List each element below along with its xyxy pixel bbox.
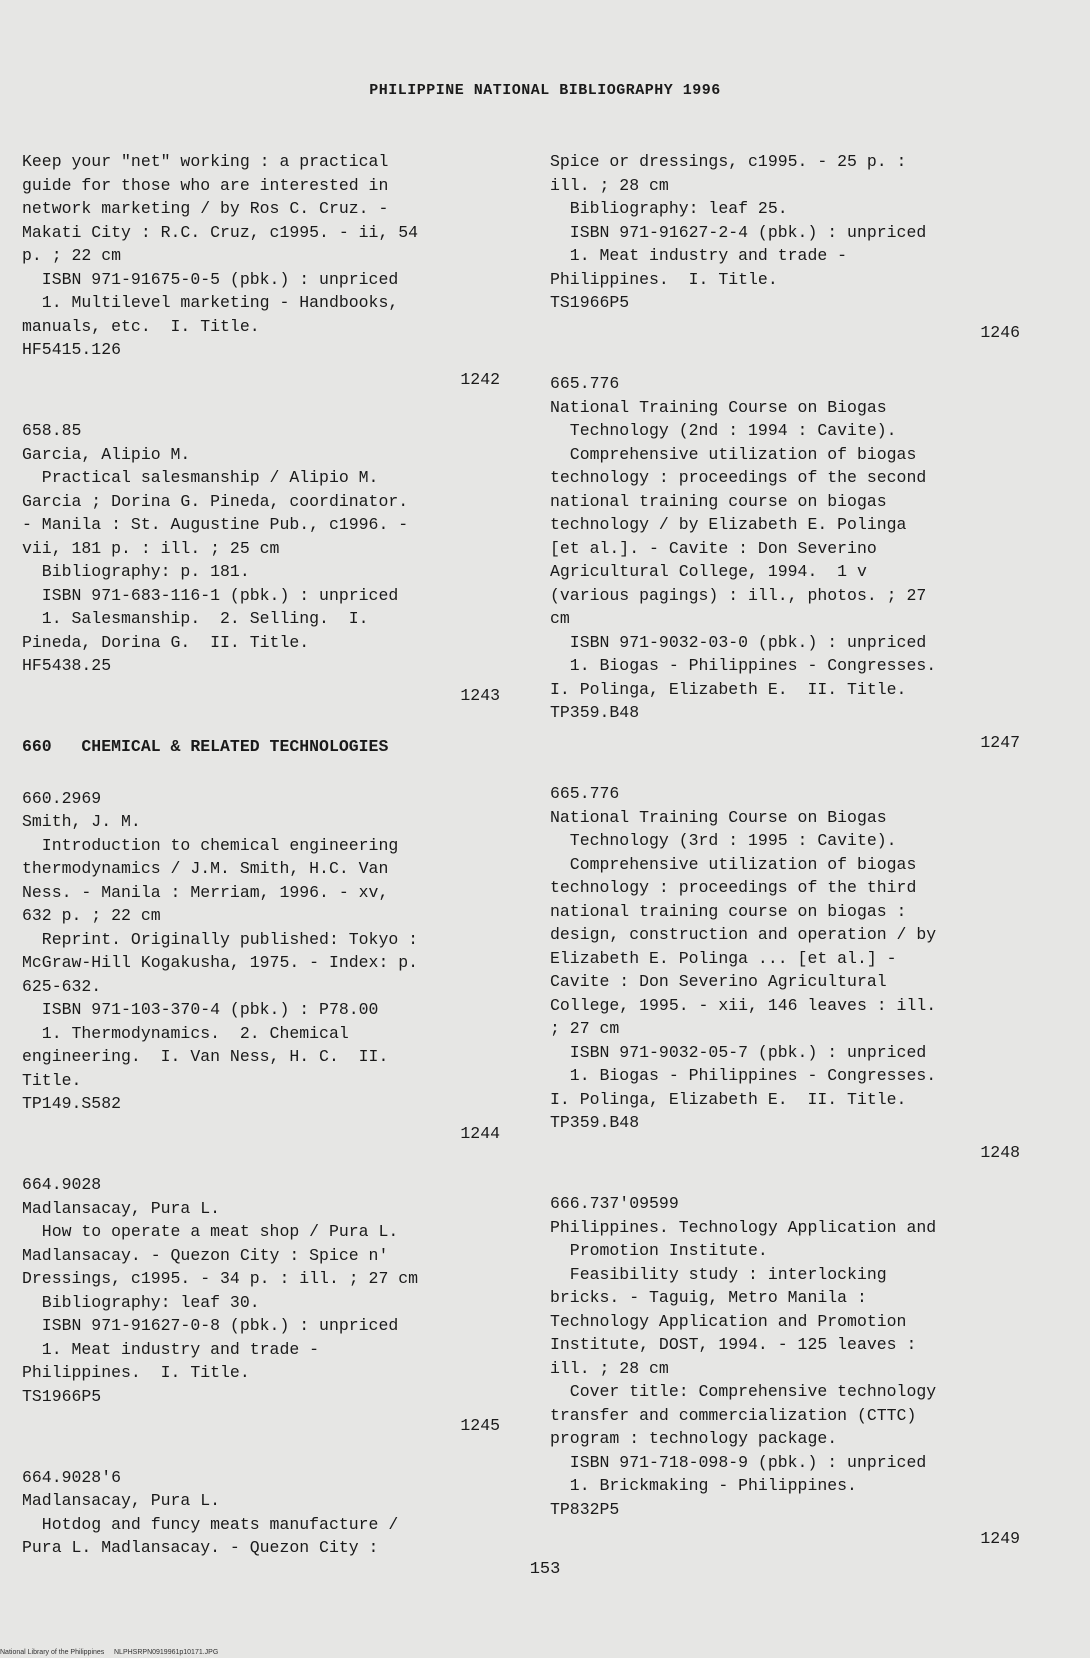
entry-number: 1242 (460, 369, 500, 389)
bibliography-entry (22, 1173, 500, 1438)
entry-line: Dressings, c1995. - 34 p. : ill. ; 27 cm (22, 1269, 419, 1288)
entry-line: Pineda, Dorina G. II. Title. (22, 632, 310, 652)
entry-line: guide for those who are interested in (22, 175, 389, 195)
entry-line: 632 p. ; 22 cm (22, 906, 161, 925)
entry-line: 1. Meat industry and trade - (22, 1339, 320, 1359)
entry-line: thermodynamics / J.M. Smith, H.C. Van (22, 859, 389, 878)
entry-line: Title. (22, 1070, 82, 1090)
entry-line: engineering. I. Van Ness, H. C. II. (22, 1047, 389, 1066)
bibliography-entry (22, 419, 500, 707)
entry-line: transfer and commercialization (CTTC) (550, 1405, 917, 1425)
entry-line: TP359.B48 (550, 1113, 640, 1132)
entry-line: Practical salesmanship / Alipio M. (22, 468, 379, 487)
entry-line: Smith, J. M. (22, 812, 141, 831)
entry-line: ISBN 971-683-116-1 (pbk.) : unpriced (22, 585, 399, 605)
entry-line: 664.9028 (22, 1175, 102, 1194)
entry-line: College, 1995. - xii, 146 leaves : ill. (550, 995, 937, 1015)
entry-line: ISBN 971-91675-0-5 (pbk.) : unpriced (22, 269, 399, 289)
entry-line: Madlansacay, Pura L. (22, 1198, 221, 1218)
entry-line: design, construction and operation / by (550, 925, 937, 944)
entry-line: TP149.S582 (22, 1094, 122, 1113)
entry-line: Comprehensive utilization of biogas (550, 854, 917, 874)
entry-line: - Manila : St. Augustine Pub., c1996. - (22, 515, 409, 534)
entry-line: ISBN 971-91627-2-4 (pbk.) : unpriced (550, 222, 927, 242)
entry-line: TS1966P5 (22, 1386, 102, 1406)
bibliography-entry (22, 1466, 500, 1560)
entry-line: bricks. - Taguig, Metro Manila : (550, 1288, 867, 1307)
entry-line: manuals, etc. I. Title. (22, 316, 260, 336)
entry-number: 1244 (460, 1123, 500, 1143)
entry-line: Comprehensive utilization of biogas (550, 444, 917, 464)
entry-line: Ness. - Manila : Merriam, 1996. - xv, (22, 882, 389, 902)
entry-line: 1. Multilevel marketing - Handbooks, (22, 293, 399, 312)
bibliography-entry (22, 150, 500, 391)
entry-line: National Training Course on Biogas (550, 397, 887, 417)
entry-line: I. Polinga, Elizabeth E. II. Title. (550, 1089, 907, 1109)
entry-line: Garcia, Alipio M. (22, 444, 191, 464)
entry-line: ill. ; 28 cm (550, 1358, 669, 1378)
entry-line: National Training Course on Biogas (550, 807, 887, 827)
entry-line: Cavite : Don Severino Agricultural (550, 972, 887, 991)
entry-line: Bibliography: p. 181. (22, 562, 250, 581)
bibliography-entry (550, 1192, 1020, 1551)
entry-line: network marketing / by Ros C. Cruz. - (22, 199, 389, 218)
entry-line: 1. Biogas - Philippines - Congresses. (550, 656, 937, 675)
bibliography-entry (550, 782, 1020, 1164)
entry-number: 1248 (980, 1142, 1020, 1162)
entry-line: Garcia ; Dorina G. Pineda, coordinator. (22, 491, 409, 511)
entry-line: TP832P5 (550, 1499, 620, 1519)
entry-line: p. ; 22 cm (22, 246, 122, 265)
entry-line: ISBN 971-718-098-9 (pbk.) : unpriced (550, 1452, 927, 1472)
entry-number: 1246 (980, 322, 1020, 342)
entry-line: Philippines. I. Title. (22, 1363, 250, 1382)
section-heading: 660 CHEMICAL & RELATED TECHNOLOGIES (22, 737, 389, 756)
entry-number: 1245 (460, 1416, 500, 1435)
entry-line: HF5438.25 (22, 656, 112, 675)
page-title: PHILIPPINE NATIONAL BIBLIOGRAPHY 1996 (369, 82, 721, 99)
entry-line: Promotion Institute. (550, 1241, 768, 1260)
entry-line: cm (550, 609, 570, 628)
entry-line: McGraw-Hill Kogakusha, 1975. - Index: p. (22, 953, 419, 972)
entry-line: How to operate a meat shop / Pura L. (22, 1222, 399, 1241)
entry-number: 1247 (980, 732, 1020, 752)
entry-line: technology : proceedings of the second (550, 468, 927, 487)
entry-line: Keep your "net" working : a practical (22, 152, 389, 171)
entry-line: Bibliography: leaf 30. (22, 1292, 260, 1312)
bibliography-entry (550, 372, 1020, 754)
entry-line: Technology Application and Promotion (550, 1311, 907, 1331)
entry-line: national training course on biogas : (550, 901, 907, 921)
page-number: 153 (529, 1560, 561, 1579)
scan-footer: National Library of the Philippines NLPHSRPN0919961p10171.JPG (0, 1649, 219, 1656)
entry-line: Institute, DOST, 1994. - 125 leaves : (550, 1335, 917, 1354)
entry-line: 666.737'09599 (550, 1194, 679, 1213)
entry-line: ISBN 971-9032-03-0 (pbk.) : unpriced (550, 632, 927, 652)
entry-line: ISBN 971-103-370-4 (pbk.) : P78.00 (22, 1000, 379, 1019)
entry-line: national training course on biogas (550, 491, 887, 511)
entry-line: TS1966P5 (550, 293, 630, 312)
entry-number: 1249 (980, 1529, 1020, 1548)
entry-line: I. Polinga, Elizabeth E. II. Title. (550, 679, 907, 699)
entry-line: 1. Biogas - Philippines - Congresses. (550, 1066, 937, 1085)
entry-line: HF5415.126 (22, 340, 122, 359)
entry-line: Madlansacay, Pura L. (22, 1491, 221, 1510)
entry-line: vii, 181 p. : ill. ; 25 cm (22, 538, 280, 558)
entry-number: 1243 (460, 685, 500, 705)
entry-line: 1. Brickmaking - Philippines. (550, 1476, 857, 1495)
entry-line: Madlansacay. - Quezon City : Spice n' (22, 1245, 389, 1265)
entry-line: ill. ; 28 cm (550, 175, 669, 195)
entry-line: 1. Meat industry and trade - (550, 246, 848, 265)
entry-line: [et al.]. - Cavite : Don Severino (550, 538, 877, 558)
entry-line: 625-632. (22, 976, 102, 996)
entry-line: Elizabeth E. Polinga ... [et al.] - (550, 948, 897, 968)
entry-line: Technology (3rd : 1995 : Cavite). (550, 831, 897, 850)
entry-line: Makati City : R.C. Cruz, c1995. - ii, 54 (22, 222, 419, 242)
entry-line: technology / by Elizabeth E. Polinga (550, 515, 907, 534)
entry-line: Bibliography: leaf 25. (550, 199, 788, 218)
entry-line: 658.85 (22, 421, 82, 440)
entry-line: ISBN 971-9032-05-7 (pbk.) : unpriced (550, 1042, 927, 1062)
entry-line: Pura L. Madlansacay. - Quezon City : (22, 1538, 379, 1557)
right-column (550, 150, 1020, 1579)
entry-line: TP359.B48 (550, 703, 640, 722)
entry-line: Spice or dressings, c1995. - 25 p. : (550, 152, 907, 171)
entry-line: Cover title: Comprehensive technology (550, 1382, 937, 1401)
entry-line: Agricultural College, 1994. 1 v (550, 562, 867, 581)
entry-line: ISBN 971-91627-0-8 (pbk.) : unpriced (22, 1316, 399, 1335)
entry-line: technology : proceedings of the third (550, 878, 917, 897)
entry-line: Hotdog and funcy meats manufacture / (22, 1514, 399, 1534)
left-column (22, 150, 500, 1560)
entry-line: 665.776 (550, 374, 620, 393)
entry-line: Feasibility study : interlocking (550, 1264, 887, 1284)
entry-line: Introduction to chemical engineering (22, 835, 399, 855)
entry-line: Technology (2nd : 1994 : Cavite). (550, 421, 897, 440)
entry-line: Philippines. Technology Application and (550, 1217, 937, 1237)
entry-line: 1. Thermodynamics. 2. Chemical (22, 1023, 349, 1043)
entry-line: program : technology package. (550, 1429, 838, 1448)
entry-line: 660.2969 (22, 788, 102, 808)
entry-line: (various pagings) : ill., photos. ; 27 (550, 585, 927, 605)
entry-line: Philippines. I. Title. (550, 269, 778, 289)
entry-line: 665.776 (550, 784, 620, 803)
entry-line: Reprint. Originally published: Tokyo : (22, 929, 419, 949)
entry-line: 664.9028'6 (22, 1467, 122, 1487)
entry-line: 1. Salesmanship. 2. Selling. I. (22, 609, 369, 628)
bibliography-entry (550, 150, 1020, 344)
bibliography-entry (22, 787, 500, 1146)
entry-line: ; 27 cm (550, 1019, 620, 1038)
